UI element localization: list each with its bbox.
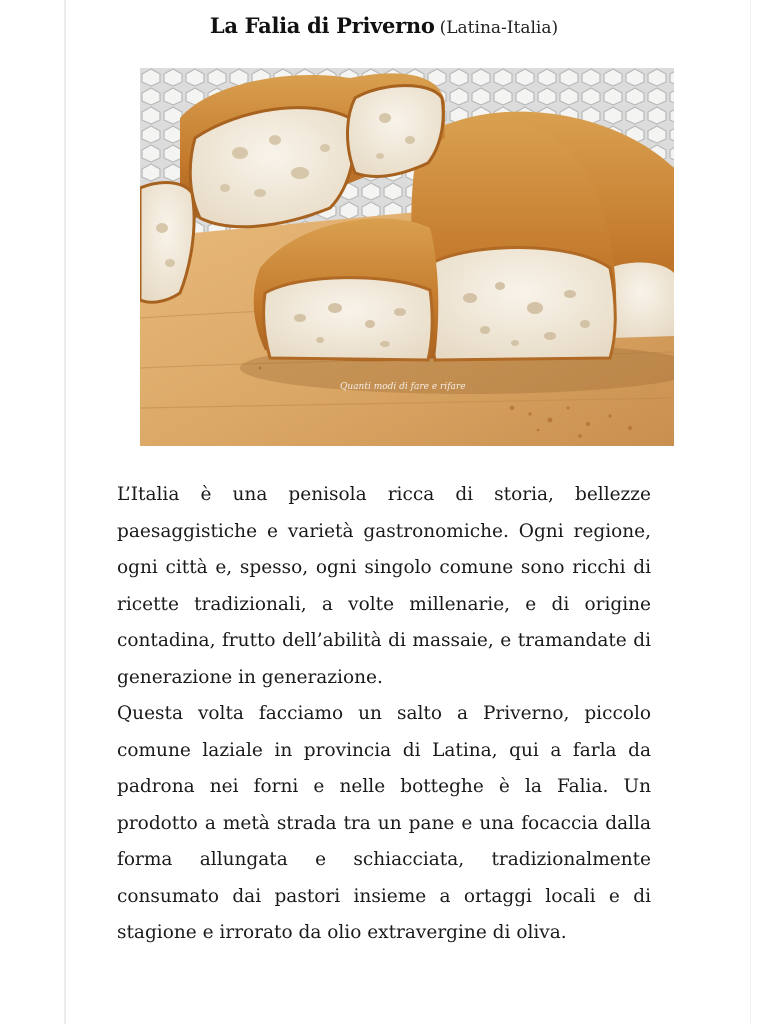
title-main: La Falia di Priverno <box>209 13 435 38</box>
title-location: (Latina-Italia) <box>439 18 559 38</box>
photo-watermark: Quanti modi di fare e rifare <box>340 382 466 392</box>
article-body <box>117 477 651 952</box>
page-title <box>0 8 768 46</box>
page-right-border <box>750 0 751 1024</box>
paragraph-intro: L’Italia è una penisola ricca di storia, bellezze paesaggistiche e varietà gastronomiche. Ogni regione, ogni città e, spesso, ogni singolo comune sono ricchi di ricette tradizionali, a volte millenarie, e di origine contadina, frutto dell’abilità di massaie, e tramandate di generazione in generazione. <box>117 484 651 688</box>
paragraph-priverno: Questa volta facciamo un salto a Priverno, piccolo comune laziale in provincia di Latina, qui a farla da padrona nei forni e nelle botteghe è la Falia. Un prodotto a metà strada tra un pane e una focaccia dalla forma allungata e schiacciata, tradizionalmente consumato dai pastori insieme a ortaggi locali e di stagione e irrorato da olio extravergine di oliva. <box>117 703 651 943</box>
page-left-border <box>64 0 66 1024</box>
loaf-middle-crumb <box>429 247 615 360</box>
bread-photo <box>140 68 674 446</box>
